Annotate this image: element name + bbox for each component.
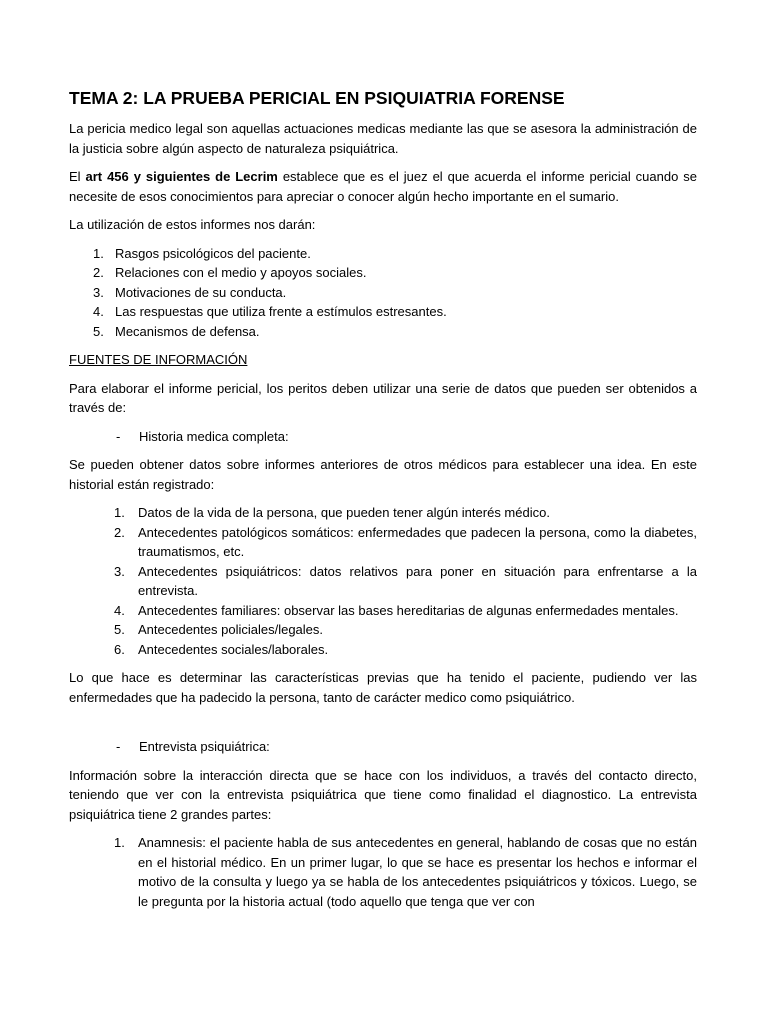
list-item: [69, 620, 697, 640]
list-number: 5.: [114, 622, 125, 637]
paragraph-lecrim-prefix: El: [69, 169, 86, 184]
list-item: [69, 523, 697, 562]
list-entrevista-partes: [69, 833, 697, 911]
list-item: [69, 562, 697, 601]
paragraph-peritos: Para elaborar el informe pericial, los peritos deben utilizar una serie de datos que pueden ser obtenidos a través de:: [69, 380, 697, 415]
list-number: 6.: [114, 641, 125, 657]
list-item: [69, 322, 697, 342]
list-text: Mecanismos de defensa.: [115, 323, 260, 339]
list-informes: [69, 244, 697, 342]
list-item: [69, 833, 697, 911]
list-text: Antecedentes patológicos somáticos: enfermedades que padecen la persona, como la diabetes, traumatismos, etc.: [138, 524, 697, 559]
list-number: 3.: [114, 563, 125, 579]
list-item: [69, 244, 697, 264]
list-number: 1.: [93, 245, 104, 261]
list-text: Antecedentes policiales/legales.: [138, 622, 324, 637]
list-text: Datos de la vida de la persona, que pueden tener algún interés médico.: [138, 505, 550, 520]
document-title: TEMA 2: LA PRUEBA PERICIAL EN PSIQUIATRIA FORENSE: [69, 88, 565, 108]
list-text: Motivaciones de su conducta.: [115, 284, 287, 300]
list-text: Anamnesis: el paciente habla de sus antecedentes en general, hablando de cosas que no están en el historial médico. En un primer lugar, lo que se hace es presentar los hechos e informar el motivo de la consulta y luego ya se habla de los antecedentes psiquiátricos y tóxicos. Luego, se le pregunta por la historia actual (todo aquello que tenga que ver con: [138, 835, 697, 909]
list-text: Antecedentes sociales/laborales.: [138, 641, 329, 657]
list-item: [69, 302, 697, 322]
dash-item-entrevista: [69, 737, 697, 757]
list-number: 2.: [114, 524, 125, 540]
list-number: 5.: [93, 323, 104, 339]
dash-item-text: Entrevista psiquiátrica:: [139, 739, 270, 754]
list-item: [69, 503, 697, 523]
vertical-spacer: [69, 716, 697, 737]
list-number: 2.: [93, 265, 104, 280]
paragraph-lecrim-suffix: establece que es el juez el que acuerda el informe pericial cuando se necesite de esos conocimientos para apreciar o conocer algún hecho importante en el sumario.: [69, 169, 698, 204]
dash-item-historia: [69, 427, 697, 447]
paragraph-caracteristicas: Lo que hace es determinar las características previas que ha tenido el paciente, pudiendo ver las enfermedades que ha padecido la persona, tanto de carácter medico como psiquiátrico.: [69, 670, 697, 705]
document-body: [69, 86, 697, 920]
list-number: 3.: [93, 284, 104, 300]
paragraph-pericia: La pericia medico legal son aquellas actuaciones medicas mediante las que se asesora la administración de la justicia sobre algún aspecto de naturaleza psiquiátrica.: [69, 121, 697, 156]
list-item: [69, 283, 697, 303]
list-number: 1.: [114, 505, 125, 520]
list-text: Las respuestas que utiliza frente a estímulos estresantes.: [115, 304, 447, 319]
list-item: [69, 263, 697, 283]
list-text: Antecedentes familiares: observar las bases hereditarias de algunas enfermedades mentales.: [138, 602, 679, 618]
list-number: 1.: [114, 835, 125, 850]
list-text: Relaciones con el medio y apoyos sociales.: [115, 265, 367, 280]
dash-bullet: -: [116, 739, 121, 754]
list-item: [69, 640, 697, 660]
section-heading-fuentes: FUENTES DE INFORMACIÓN: [69, 352, 248, 367]
list-antecedentes: [69, 503, 697, 659]
paragraph-interaccion: Información sobre la interacción directa que se hace con los individuos, a través del contacto directo, teniendo que ver con la entrevista psiquiátrica que tiene como finalidad el diagnostico. La entrevista psiquiátrica tiene 2 grandes partes:: [69, 767, 697, 822]
list-item: [69, 601, 697, 621]
paragraph-historial: Se pueden obtener datos sobre informes anteriores de otros médicos para establecer una idea. En este historial están registrado:: [69, 457, 697, 492]
list-number: 4.: [93, 304, 104, 319]
paragraph-lecrim: [69, 167, 697, 206]
dash-item-text: Historia medica completa:: [139, 428, 289, 444]
paragraph-utilizacion: La utilización de estos informes nos darán:: [69, 217, 316, 232]
list-text: Antecedentes psiquiátricos: datos relativos para poner en situación para enfrentarse a la entrevista.: [138, 563, 697, 598]
list-number: 4.: [114, 602, 125, 618]
dash-bullet: -: [116, 428, 121, 444]
lecrim-reference: art 456 y siguientes de Lecrim: [85, 169, 278, 184]
list-text: Rasgos psicológicos del paciente.: [115, 245, 311, 261]
